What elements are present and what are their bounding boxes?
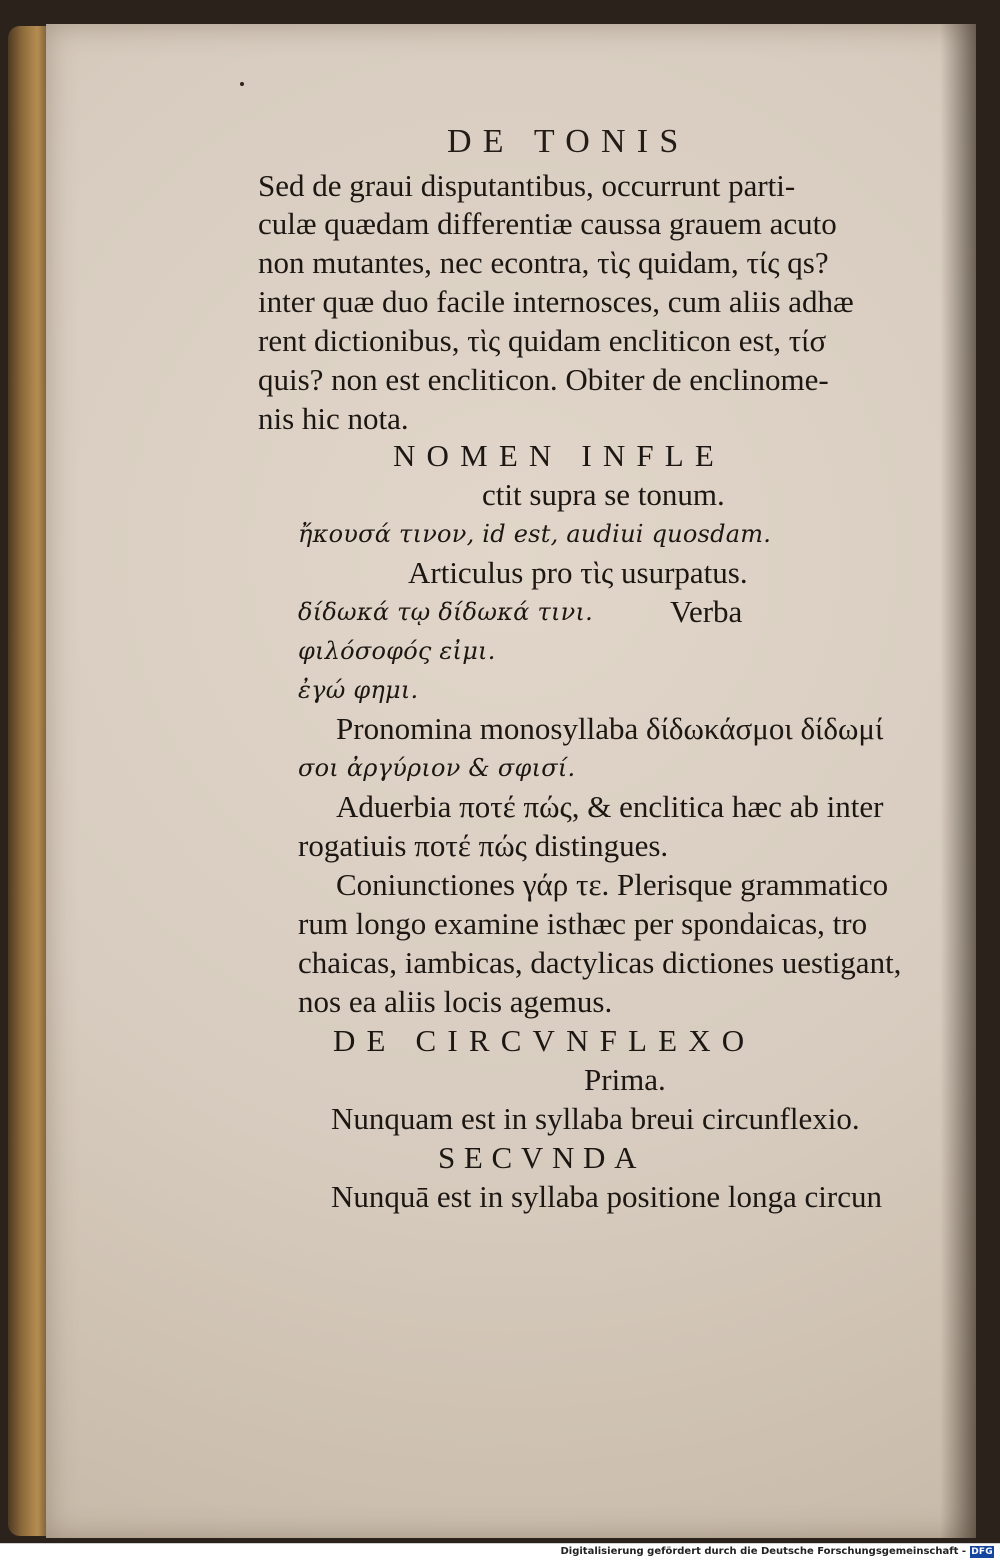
text-line-21: chaicas, iambicas, dactylicas dictiones uestigant, bbox=[298, 945, 902, 980]
text-line-verba: Verba bbox=[670, 594, 743, 629]
greek-example-4: ἐγώ φημι. bbox=[298, 676, 419, 704]
text-line-6: quis? non est encliticon. Obiter de enclinome- bbox=[258, 362, 829, 397]
text-line-15: Pronomina monosyllaba δίδωκάσμοι δίδωμί bbox=[336, 711, 884, 746]
dfg-logo-icon: DFG bbox=[971, 1547, 993, 1557]
text-line-prima: Prima. bbox=[584, 1062, 666, 1097]
text-line-28: Nunquā est in syllaba positione longa circun bbox=[331, 1179, 882, 1214]
section-heading-nomen-infle: NOMEN INFLE bbox=[393, 438, 725, 473]
running-head: DE TONIS bbox=[447, 123, 690, 160]
text-line-9: ctit supra se tonum. bbox=[482, 477, 725, 512]
greek-example-5: σοι ἀργύριον & σφισί. bbox=[298, 754, 576, 782]
text-line-5: rent dictionibus, τὶς quidam encliticon est, τίσ bbox=[258, 323, 827, 358]
text-line-11: Articulus pro τὶς usurpatus. bbox=[408, 555, 748, 590]
text-line-4: inter quæ duo facile internosces, cum aliis adhæ bbox=[258, 284, 854, 319]
text-line-26: Nunquam est in syllaba breui circunflexio. bbox=[331, 1101, 860, 1136]
footer-credit-text: Digitalisierung gefördert durch die Deutsche Forschungsgemeinschaft - bbox=[560, 1546, 966, 1557]
book-edge bbox=[8, 26, 50, 1536]
page-gutter-shadow bbox=[940, 24, 976, 1538]
greek-example-1: ἤκουσά τινον, id est, audiui quosdam. bbox=[298, 520, 772, 548]
text-line-17: Aduerbia ποτέ πώς, & enclitica hæc ab inter bbox=[336, 789, 884, 824]
greek-example-2: δίδωκά τῳ δίδωκά τινι. bbox=[298, 598, 593, 626]
text-line-3: non mutantes, nec econtra, τὶς quidam, τίς qs? bbox=[258, 245, 829, 280]
text-line-19: Coniunctiones γάρ τε. Plerisque grammatico bbox=[336, 867, 889, 902]
section-heading-de-circvnflexo: DE CIRCVNFLEXO bbox=[333, 1023, 756, 1058]
text-line-7: nis hic nota. bbox=[258, 401, 409, 436]
text-line-1: Sed de graui disputantibus, occurrunt parti- bbox=[258, 168, 796, 203]
ink-mark bbox=[240, 82, 244, 86]
greek-example-3: φιλόσοφός εἰμι. bbox=[298, 637, 496, 665]
text-line-20: rum longo examine isthæc per spondaicas, tro bbox=[298, 906, 868, 941]
footer-bar bbox=[0, 1543, 1000, 1562]
text-line-22: nos ea aliis locis agemus. bbox=[298, 984, 613, 1019]
section-heading-secvnda: SECVNDA bbox=[438, 1140, 646, 1175]
text-line-2: culæ quædam differentiæ caussa grauem acuto bbox=[258, 206, 837, 241]
text-line-18: rogatiuis πoτέ πώς distingues. bbox=[298, 828, 669, 863]
